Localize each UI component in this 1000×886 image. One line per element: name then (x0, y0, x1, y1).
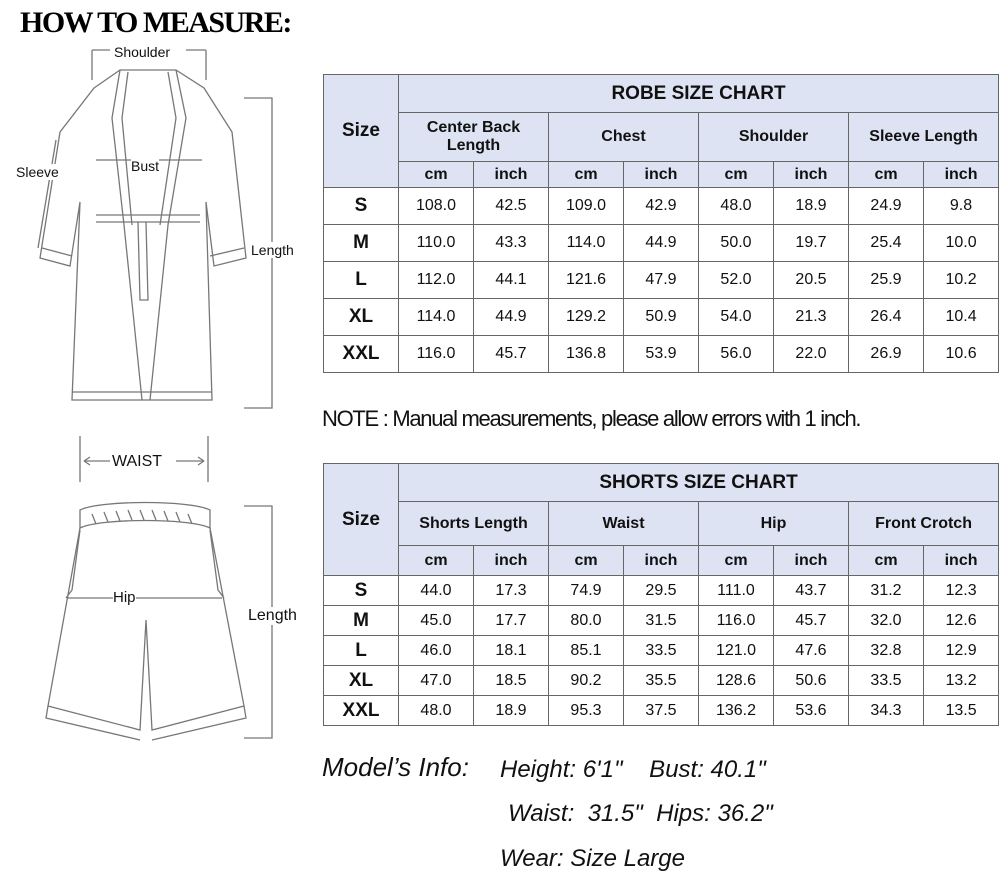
shorts-length-label: Length (248, 607, 297, 624)
robe-size-header: Size (324, 75, 399, 188)
value-cell: 18.5 (474, 666, 549, 696)
value-cell: 47.6 (774, 636, 849, 666)
shorts-group-header: Shorts Length (399, 502, 549, 546)
value-cell: 52.0 (699, 262, 774, 299)
value-cell: 53.9 (624, 336, 699, 373)
measuring-diagram (0, 40, 310, 820)
robe-group-header: Center Back Length (399, 113, 549, 162)
shorts-table-body (324, 576, 999, 726)
value-cell: 33.5 (849, 666, 924, 696)
robe-length-label: Length (251, 242, 294, 258)
value-cell: 44.9 (474, 299, 549, 336)
value-cell: 20.5 (774, 262, 849, 299)
size-cell: M (324, 606, 399, 636)
value-cell: 44.0 (399, 576, 474, 606)
robe-group-header: Shoulder (699, 113, 849, 162)
value-cell: 35.5 (624, 666, 699, 696)
shorts-group-header: Waist (549, 502, 699, 546)
value-cell: 32.0 (849, 606, 924, 636)
shorts-chart-title: SHORTS SIZE CHART (399, 464, 999, 502)
value-cell: 74.9 (549, 576, 624, 606)
robe-group-header: Chest (549, 113, 699, 162)
size-cell: XL (324, 299, 399, 336)
value-cell: 128.6 (699, 666, 774, 696)
value-cell: 12.3 (924, 576, 999, 606)
value-cell: 18.9 (774, 188, 849, 225)
value-cell: 12.6 (924, 606, 999, 636)
value-cell: 44.1 (474, 262, 549, 299)
value-cell: 121.0 (699, 636, 774, 666)
table-row (324, 606, 999, 636)
value-cell: 95.3 (549, 696, 624, 726)
value-cell: 56.0 (699, 336, 774, 373)
value-cell: 33.5 (624, 636, 699, 666)
value-cell: 44.9 (624, 225, 699, 262)
value-cell: 112.0 (399, 262, 474, 299)
value-cell: 136.2 (699, 696, 774, 726)
size-cell: XL (324, 666, 399, 696)
table-row (324, 299, 999, 336)
unit-header: cm (399, 546, 474, 576)
value-cell: 136.8 (549, 336, 624, 373)
table-row (324, 336, 999, 373)
value-cell: 26.4 (849, 299, 924, 336)
unit-header: cm (549, 162, 624, 188)
value-cell: 10.0 (924, 225, 999, 262)
shorts-size-header: Size (324, 464, 399, 576)
robe-chart-title: ROBE SIZE CHART (399, 75, 999, 113)
value-cell: 10.4 (924, 299, 999, 336)
robe-drawing (38, 50, 272, 408)
unit-header: inch (474, 162, 549, 188)
value-cell: 108.0 (399, 188, 474, 225)
note-text: NOTE : Manual measurements, please allow errors with 1 inch. (322, 406, 861, 431)
value-cell: 129.2 (549, 299, 624, 336)
value-cell: 121.6 (549, 262, 624, 299)
size-cell: XXL (324, 696, 399, 726)
shorts-drawing (46, 436, 272, 740)
value-cell: 18.9 (474, 696, 549, 726)
shorts-size-chart (323, 463, 999, 726)
value-cell: 43.7 (774, 576, 849, 606)
value-cell: 46.0 (399, 636, 474, 666)
value-cell: 34.3 (849, 696, 924, 726)
value-cell: 24.9 (849, 188, 924, 225)
table-row (324, 262, 999, 299)
value-cell: 13.5 (924, 696, 999, 726)
hip-label: Hip (113, 589, 136, 606)
value-cell: 111.0 (699, 576, 774, 606)
value-cell: 10.6 (924, 336, 999, 373)
unit-header: cm (699, 546, 774, 576)
size-cell: S (324, 576, 399, 606)
value-cell: 85.1 (549, 636, 624, 666)
value-cell: 45.0 (399, 606, 474, 636)
table-row (324, 576, 999, 606)
value-cell: 26.9 (849, 336, 924, 373)
value-cell: 19.7 (774, 225, 849, 262)
shoulder-label: Shoulder (114, 44, 171, 60)
value-cell: 48.0 (399, 696, 474, 726)
size-cell: M (324, 225, 399, 262)
value-cell: 47.0 (399, 666, 474, 696)
value-cell: 21.3 (774, 299, 849, 336)
table-row (324, 696, 999, 726)
size-cell: L (324, 262, 399, 299)
unit-header: inch (924, 546, 999, 576)
value-cell: 114.0 (549, 225, 624, 262)
robe-group-header: Sleeve Length (849, 113, 999, 162)
unit-header: inch (624, 546, 699, 576)
model-info-line1: Height: 6'1" Bust: 40.1" (500, 756, 766, 783)
value-cell: 53.6 (774, 696, 849, 726)
unit-header: cm (849, 546, 924, 576)
unit-header: inch (474, 546, 549, 576)
value-cell: 110.0 (399, 225, 474, 262)
size-cell: S (324, 188, 399, 225)
robe-size-chart (323, 74, 999, 373)
value-cell: 17.7 (474, 606, 549, 636)
value-cell: 31.2 (849, 576, 924, 606)
value-cell: 32.8 (849, 636, 924, 666)
value-cell: 45.7 (474, 336, 549, 373)
table-row (324, 636, 999, 666)
unit-header: inch (774, 546, 849, 576)
shorts-group-header: Front Crotch (849, 502, 999, 546)
unit-header: cm (399, 162, 474, 188)
value-cell: 114.0 (399, 299, 474, 336)
value-cell: 116.0 (399, 336, 474, 373)
value-cell: 25.4 (849, 225, 924, 262)
value-cell: 22.0 (774, 336, 849, 373)
value-cell: 17.3 (474, 576, 549, 606)
value-cell: 48.0 (699, 188, 774, 225)
size-cell: L (324, 636, 399, 666)
value-cell: 42.9 (624, 188, 699, 225)
size-cell: XXL (324, 336, 399, 373)
table-row (324, 666, 999, 696)
value-cell: 80.0 (549, 606, 624, 636)
value-cell: 18.1 (474, 636, 549, 666)
value-cell: 31.5 (624, 606, 699, 636)
unit-header: cm (699, 162, 774, 188)
robe-table-body (324, 188, 999, 373)
value-cell: 25.9 (849, 262, 924, 299)
value-cell: 13.2 (924, 666, 999, 696)
table-row (324, 225, 999, 262)
waist-label: WAIST (112, 453, 163, 470)
bust-label: Bust (131, 158, 160, 174)
value-cell: 37.5 (624, 696, 699, 726)
value-cell: 90.2 (549, 666, 624, 696)
shorts-group-header: Hip (699, 502, 849, 546)
value-cell: 45.7 (774, 606, 849, 636)
value-cell: 109.0 (549, 188, 624, 225)
unit-header: inch (924, 162, 999, 188)
sleeve-label: Sleeve (16, 164, 59, 180)
unit-header: cm (549, 546, 624, 576)
model-info-line3: Wear: Size Large (500, 845, 685, 872)
unit-header: inch (774, 162, 849, 188)
value-cell: 47.9 (624, 262, 699, 299)
value-cell: 9.8 (924, 188, 999, 225)
value-cell: 10.2 (924, 262, 999, 299)
value-cell: 12.9 (924, 636, 999, 666)
value-cell: 29.5 (624, 576, 699, 606)
model-info-line2: Waist: 31.5" Hips: 36.2" (508, 800, 773, 827)
value-cell: 50.9 (624, 299, 699, 336)
value-cell: 42.5 (474, 188, 549, 225)
value-cell: 116.0 (699, 606, 774, 636)
model-info-label: Model’s Info: (322, 752, 469, 782)
value-cell: 50.6 (774, 666, 849, 696)
value-cell: 50.0 (699, 225, 774, 262)
value-cell: 54.0 (699, 299, 774, 336)
value-cell: 43.3 (474, 225, 549, 262)
table-row (324, 188, 999, 225)
unit-header: cm (849, 162, 924, 188)
unit-header: inch (624, 162, 699, 188)
page-title: HOW TO MEASURE: (20, 6, 291, 39)
